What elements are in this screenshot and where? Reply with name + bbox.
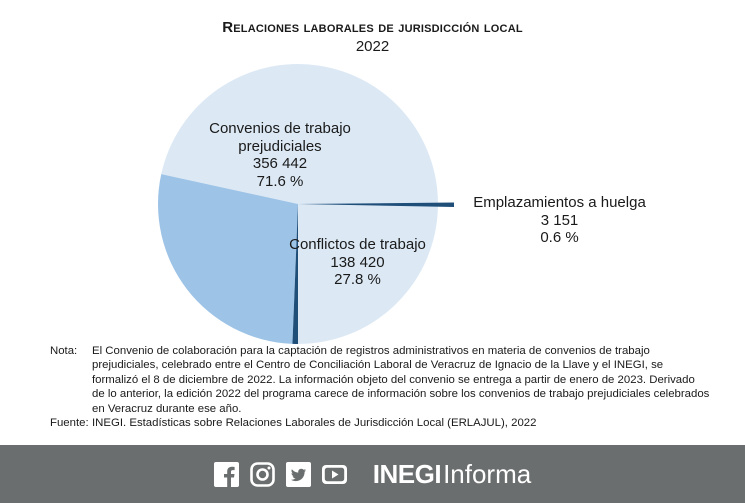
note-label: Nota: [50, 345, 78, 357]
chart-title: Relaciones laborales de jurisdicción local [222, 19, 523, 36]
slice-value: 138 420 [330, 253, 385, 271]
slice-label-text: Convenios de trabajo [209, 120, 351, 137]
label-convenios [180, 120, 380, 190]
slice-label-text: Emplazamientos a huelga [473, 194, 646, 211]
slice-percent: 71.6 % [256, 172, 304, 190]
brand-informa: Informa [443, 458, 532, 489]
label-conflictos [270, 236, 445, 289]
inegi-informa-logo [373, 459, 531, 490]
source-row [50, 416, 710, 430]
slice-value: 3 151 [540, 211, 579, 229]
chart-notes [50, 344, 710, 430]
social-links [214, 462, 347, 487]
instagram-icon[interactable] [250, 462, 275, 487]
note-row [50, 344, 710, 416]
twitter-icon[interactable] [286, 462, 311, 487]
label-emplazamientos [462, 194, 657, 247]
slice-percent: 27.8 % [334, 271, 381, 288]
source-text: INEGI. Estadísticas sobre Relaciones Laborales de Jurisdicción Local (ERLAJUL), 2022 [92, 417, 537, 430]
slice-value: 356 442 [252, 155, 308, 172]
facebook-icon[interactable] [214, 462, 239, 487]
footer-bar [0, 445, 745, 503]
slice-percent: 0.6 % [540, 229, 579, 246]
slice-label-text: prejudiciales [238, 137, 322, 155]
brand-inegi: INEGI [372, 458, 442, 489]
youtube-icon[interactable] [322, 462, 347, 487]
source-label: Fuente: [50, 417, 89, 430]
note-text: El Convenio de colaboración para la captación de registros administrativos en materia de convenios de trabajo prejudiciales, celebrado entre el Centro de Conciliación Laboral de Veracruz de Ignacio de la Llave y el INEGI, se formalizó el 8 de diciembre de 2022. La información objeto del convenio se entrega a partir de enero de 2023. Derivado de lo anterior, la edición 2022 del programa carece de información sobre los convenios de trabajo prejudiciales celebrados en Veracruz durante ese año. [92, 345, 710, 415]
slice-label-text: Conflictos de trabajo [289, 236, 426, 253]
chart-subtitle: 2022 [355, 38, 390, 55]
